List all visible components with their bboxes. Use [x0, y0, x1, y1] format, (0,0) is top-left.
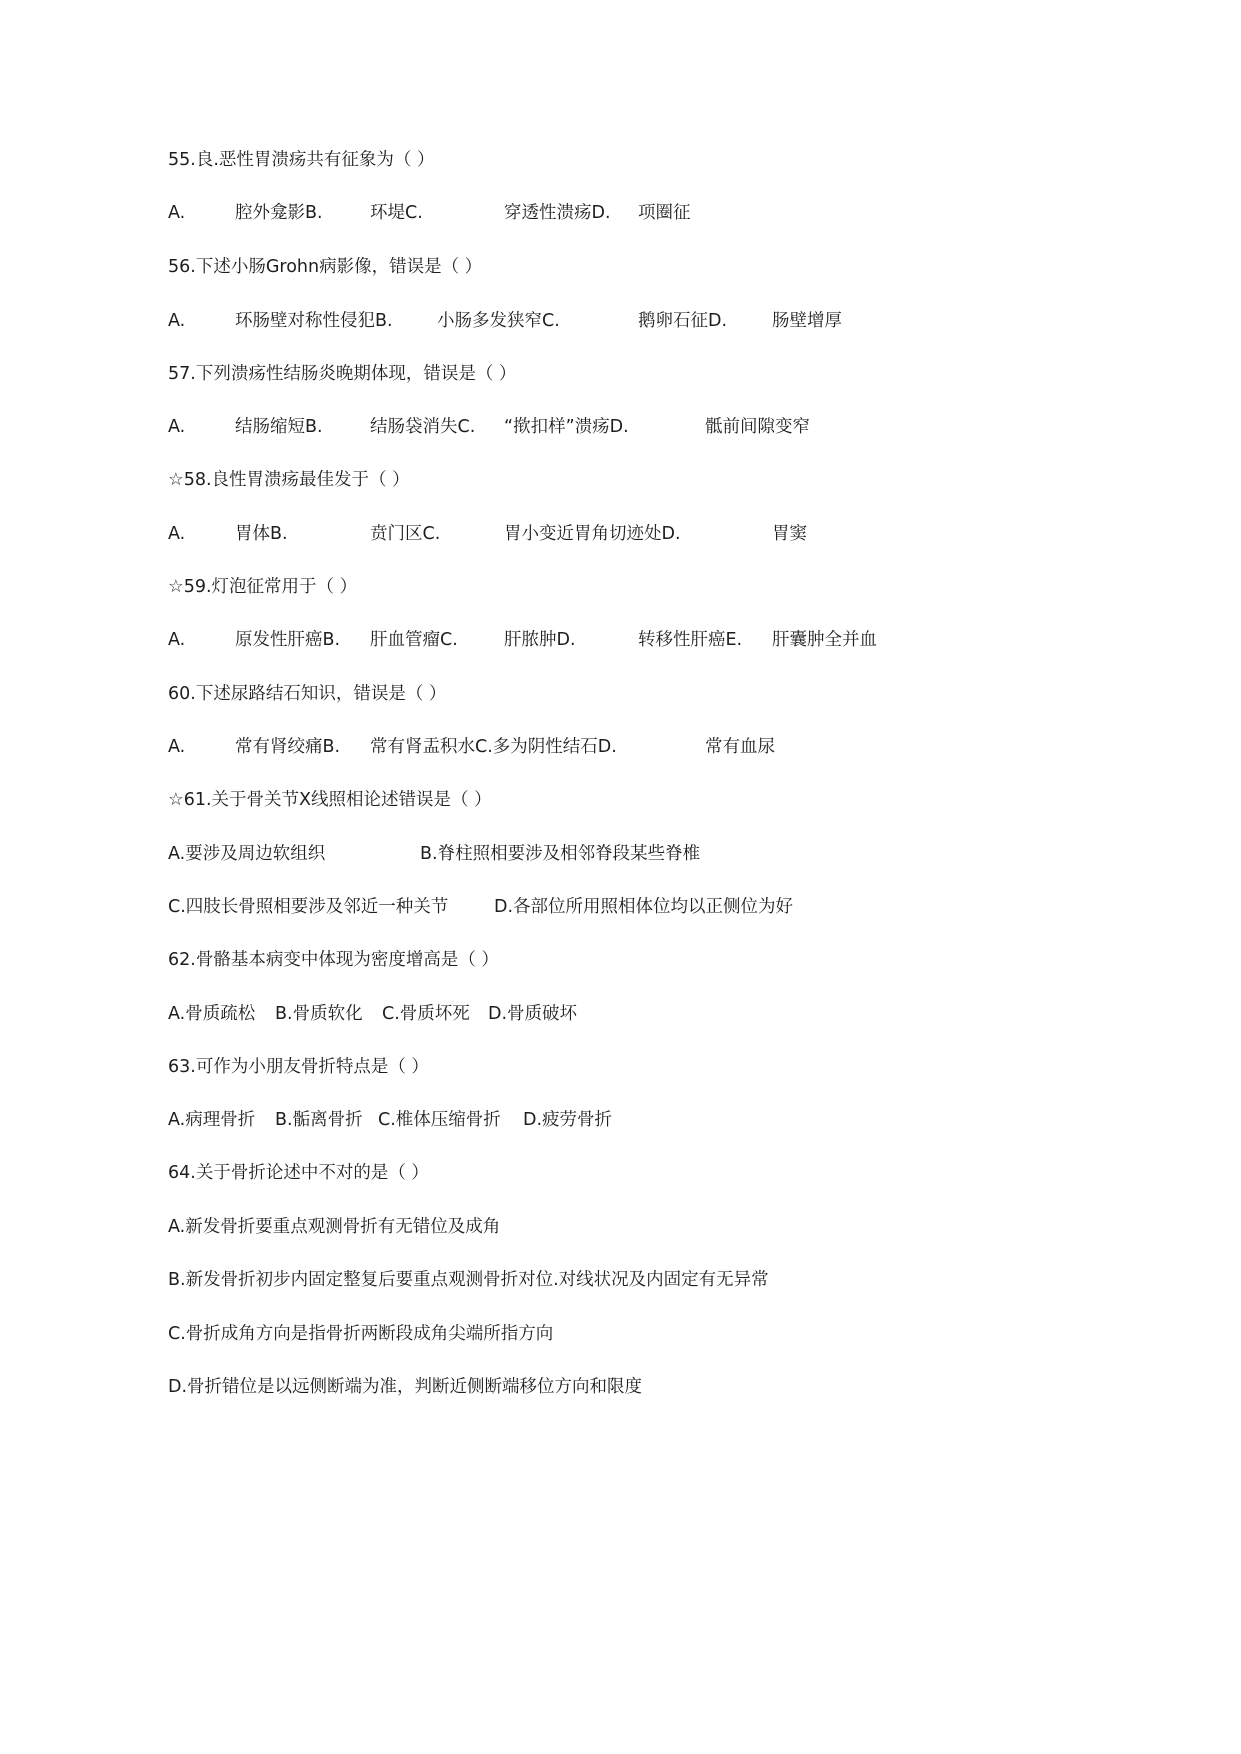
- option-d: D.疲劳骨折: [523, 1110, 613, 1130]
- question-61-stem: ☆61.关于骨关节X线照相论述错误是（ ）: [168, 790, 492, 810]
- option-a-b: 胃体B.: [235, 524, 288, 544]
- option-b-c: 结肠袋消失C.: [370, 417, 476, 437]
- option-e: 肝囊肿全并血: [772, 630, 877, 650]
- option-a: A.: [168, 524, 186, 544]
- option-a: A.骨质疏松: [168, 1004, 256, 1024]
- option-a: A.: [168, 203, 186, 223]
- question-64-option-b: B.新发骨折初步内固定整复后要重点观测骨折对位.对线状况及内固定有无异常: [168, 1270, 769, 1290]
- option-c-d: 鹅卵石征D.: [638, 311, 728, 331]
- option-a: A.: [168, 737, 186, 757]
- option-a: A.病理骨折: [168, 1110, 256, 1130]
- option-b-c: 环堤C.: [370, 203, 423, 223]
- option-a-b: 结肠缩短B.: [235, 417, 323, 437]
- option-c-d: “揿扣样”溃疡D.: [504, 417, 629, 437]
- option-b-c: 肝血管瘤C.: [370, 630, 458, 650]
- question-55-stem: 55.良.恶性胃溃疡共有征象为（ ）: [168, 150, 435, 170]
- option-a-b: 原发性肝癌B.: [235, 630, 341, 650]
- option-a-b: 环肠壁对称性侵犯B.: [235, 311, 393, 331]
- question-56-stem: 56.下述小肠Grohn病影像，错误是（ ）: [168, 257, 483, 277]
- option-a: A.: [168, 311, 186, 331]
- option-b: B.脊柱照相要涉及相邻脊段某些脊椎: [420, 844, 701, 864]
- option-a: A.: [168, 630, 186, 650]
- option-d: 骶前间隙变窄: [705, 417, 810, 437]
- question-60-stem: 60.下述尿路结石知识，错误是（ ）: [168, 684, 447, 704]
- question-58-stem: ☆58.良性胃溃疡最佳发于（ ）: [168, 470, 410, 490]
- question-57-stem: 57.下列溃疡性结肠炎晚期体现，错误是（ ）: [168, 364, 517, 384]
- option-c-d: 肝脓肿D.: [504, 630, 576, 650]
- option-d-e: 转移性肝癌E.: [638, 630, 743, 650]
- option-b: B.骺离骨折: [275, 1110, 363, 1130]
- question-64-option-c: C.骨折成角方向是指骨折两断段成角尖端所指方向: [168, 1324, 554, 1344]
- option-c: C.椎体压缩骨折: [378, 1110, 501, 1130]
- option-d: 项圈征: [638, 203, 691, 223]
- question-64-stem: 64.关于骨折论述中不对的是（ ）: [168, 1163, 429, 1183]
- question-64-option-a: A.新发骨折要重点观测骨折有无错位及成角: [168, 1217, 501, 1237]
- option-b-c: 贲门区C.: [370, 524, 441, 544]
- option-d: D.各部位所用照相体位均以正侧位为好: [494, 897, 794, 917]
- question-62-stem: 62.骨骼基本病变中体现为密度增高是（ ）: [168, 950, 499, 970]
- option-a-b: 腔外龛影B.: [235, 203, 323, 223]
- option-c-d: 胃小变近胃角切迹处D.: [504, 524, 681, 544]
- option-c: C.四肢长骨照相要涉及邻近一种关节: [168, 897, 449, 917]
- option-b-c-d: 常有肾盂积水C.多为阴性结石D.: [370, 737, 617, 757]
- option-d: D.骨质破坏: [488, 1004, 578, 1024]
- option-d: 常有血尿: [705, 737, 775, 757]
- question-63-stem: 63.可作为小朋友骨折特点是（ ）: [168, 1057, 429, 1077]
- question-64-option-d: D.骨折错位是以远侧断端为准，判断近侧断端移位方向和限度: [168, 1377, 643, 1397]
- option-a-b: 常有肾绞痛B.: [235, 737, 341, 757]
- option-a: A.: [168, 417, 186, 437]
- option-b: B.骨质软化: [275, 1004, 363, 1024]
- option-a: A.要涉及周边软组织: [168, 844, 326, 864]
- question-59-stem: ☆59.灯泡征常用于（ ）: [168, 577, 358, 597]
- option-b-c: 小肠多发狭窄C.: [437, 311, 560, 331]
- option-c-d: 穿透性溃疡D.: [504, 203, 611, 223]
- option-c: C.骨质坏死: [382, 1004, 470, 1024]
- option-d: 胃窦: [772, 524, 807, 544]
- option-d: 肠壁增厚: [772, 311, 842, 331]
